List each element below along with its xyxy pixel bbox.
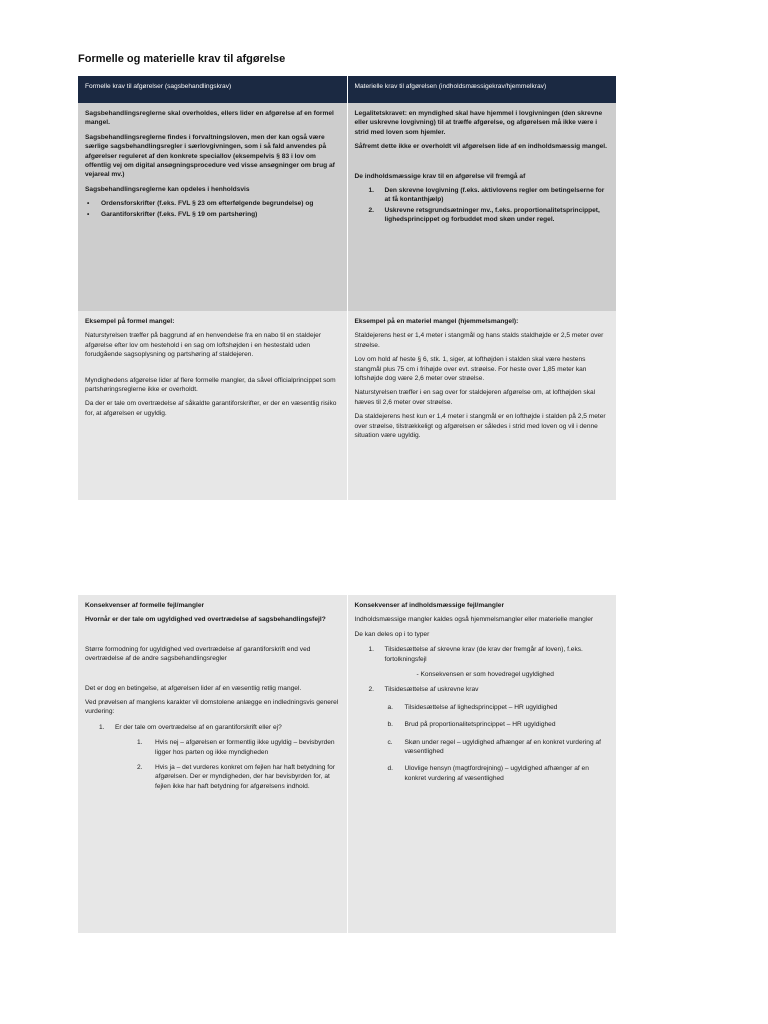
list-item-text: Hvis ja – det vurderes konkret om fejlen har haft betydning for afgørelsen. Der er myndigheden, der har bevisbyrden for, at fejlen ikke har haft betydning for afgørelsens indhold. <box>155 764 335 790</box>
paragraph: Staldejerens hest er 1,4 meter i stangmål og hans stalds staldhøjde er 2,5 meter over strøelse. <box>354 332 604 349</box>
list-marker: 1. <box>137 739 143 747</box>
material-consequences-cell <box>347 595 616 933</box>
list-item-text: Tilsidesættelse af skrevne krav (de krav der fremgår af loven), f.eks. fortolkningsfejl <box>384 646 583 663</box>
list-marker: b. <box>387 721 393 729</box>
list-item-text: Uskrevne retsgrundsætninger mv., f.eks. proportionalitetsprincippet, lighedsprincippet og forbuddet mod skøn under regel. <box>384 206 600 224</box>
list-item-text: Tilsidesættelse af uskrevne krav <box>384 686 479 694</box>
material-defect-example-cell <box>347 311 616 500</box>
sub-list-item <box>355 738 610 757</box>
header-formal-requirements: Formelle krav til afgørelser (sagsbehandlingskrav) <box>78 76 347 103</box>
list-item <box>355 685 610 694</box>
paragraph: Naturstyrelsen træffer i en sag over for staldejeren afgørelse om, at lofthøjden skal hæves til 2,6 meter over strøelse. <box>354 389 596 406</box>
list-marker: 1. <box>368 646 374 654</box>
sub-list-item <box>85 738 340 757</box>
list-item-text: Ulovlige hensyn (magtfordrejning) – ugyldighed afhænger af en konkret vurdering af væsentlighed <box>404 765 589 782</box>
paragraph: Da der er tale om overtrædelse af såkaldte garantiforskrifter, er der en væsentlig risiko for, at afgørelsen er ugyldig. <box>85 400 337 417</box>
list-marker: 2. <box>368 206 374 214</box>
list-item <box>355 645 610 664</box>
list-marker: 1. <box>99 723 105 731</box>
section-heading: Konsekvenser af indholdsmæssige fejl/mangler <box>354 602 505 609</box>
paragraph: Såfremt dette ikke er overholdt vil afgørelsen lide af en indholdsmæssig mangel. <box>354 143 607 151</box>
paragraph: Sagsbehandlingsreglerne findes i forvaltningsloven, men der kan også være særlige sagsbehandlingsregler i særlovgivningen, som i så fald anvendes på afgørelser reguleret af den konkrete speciallov (eksempelvis § 83 i lov om offentlig vej om digital ansøgningsprocedure ved visse ansøgninger om brug af vejareal mv.) <box>85 133 335 179</box>
section-heading: Konsekvenser af formelle fejl/mangler <box>85 602 205 609</box>
list-marker: 2. <box>368 686 374 694</box>
paragraph: Legalitetskravet: en myndighed skal have hjemmel i lovgivningen (den skrevne eller uskrevne lovgivning) til at træffe afgørelse, og afgørelsen må ikke være i strid med loven som hjemler. <box>354 110 603 136</box>
list-item-text: Hvis nej – afgørelsen er formentlig ikke ugyldig – bevisbyrden ligger hos parten og ikke myndigheden <box>155 739 335 756</box>
paragraph: Lov om hold af heste § 6, stk. 1, siger, at lofthøjden i stalden skal være hestens stangmål plus 75 cm i frihøjde over evt. strøelse. For heste over 1,85 meter kan loftshøjde dog være 2,6 meter over strøelse. <box>354 356 587 383</box>
sub-list-item <box>355 703 610 712</box>
paragraph: Sagsbehandlingsreglerne kan opdeles i henholdsvis <box>85 185 250 193</box>
paragraph: Myndighedens afgørelse lider af flere formelle mangler, da såvel officialprincippet som partshøringsreglerne ikke er overholdt. <box>85 376 336 394</box>
sub-list-item <box>355 764 610 783</box>
question-text: Hvornår er der tale om ugyldighed ved overtrædelse af sagsbehandlingsfejl? <box>85 616 326 624</box>
list-item <box>355 186 610 205</box>
list-note: - Konsekvensen er som hovedregel ugyldighed <box>416 671 554 679</box>
section-heading: Eksempel på en materiel mangel (hjemmelsmangel): <box>354 318 519 325</box>
bullet-list <box>85 199 340 219</box>
list-marker: a. <box>387 703 393 711</box>
material-requirements-cell <box>347 103 616 311</box>
paragraph: Indholdsmæssige mangler kaldes også hjemmelsmangler eller materielle mangler <box>354 616 594 624</box>
section-heading: Eksempel på formel mangel: <box>85 318 175 325</box>
sub-list-item <box>85 763 340 791</box>
list-item-text: Skøn under regel – ugyldighed afhænger af en konkret vurdering af væsentlighed <box>404 738 601 756</box>
list-marker: 1. <box>368 187 374 195</box>
list-item: • Garantiforskrifter (f.eks. FVL § 19 om partshøring) <box>85 210 340 219</box>
list-item-text: Er der tale om overtrædelse af en garantiforskrift eller ej? <box>115 723 282 731</box>
formal-requirements-cell <box>78 103 347 311</box>
list-marker: c. <box>387 738 393 746</box>
header-material-requirements: Materielle krav til afgørelsen (indholdsmæssigekrav/hjemmelkrav) <box>347 76 616 103</box>
list-marker: 2. <box>137 764 143 772</box>
list-item-text: Brud på proportionalitetsprincippet – HR ugyldighed <box>404 721 556 729</box>
sub-list-item <box>355 720 610 729</box>
formal-defect-example-cell <box>78 311 347 500</box>
list-item <box>85 723 340 732</box>
paragraph: De kan deles op i to typer <box>354 630 430 638</box>
paragraph: Da staldejerens hest kun er 1,4 meter i stangmål er en lofthøjde i stalden på 2,5 meter over strøelse, tilstrækkeligt og afgørelsen er således i strid med loven og vil i denne situation være ugyldig. <box>354 413 606 440</box>
formal-consequences-cell <box>78 595 347 933</box>
numbered-list <box>355 186 610 225</box>
list-marker: d. <box>387 765 393 773</box>
paragraph: Større formodning for ugyldighed ved overtrædelse af garantiforskrift end ved overtrædelse af de andre sagsbehandlingsregler <box>85 645 311 663</box>
consequences-table <box>78 595 616 933</box>
list-item <box>355 206 610 225</box>
list-item-text: Den skrevne lovgivning (f.eks. aktivlovens regler om betingelserne for at få kontanthjælp) <box>384 187 605 204</box>
list-item: • Ordensforskrifter (f.eks. FVL § 23 om efterfølgende begrundelse) og <box>85 199 340 208</box>
paragraph: Sagsbehandlingsreglerne skal overholdes, ellers lider en afgørelse af en formel mangel. <box>85 110 334 127</box>
requirements-table <box>78 76 616 500</box>
paragraph: Det er dog en betingelse, at afgørelsen lider af en væsentlig retlig mangel. <box>85 684 302 692</box>
paragraph: Ved prøvelsen af manglens karakter vil domstolene anlægge en indledningsvis generel vurdering: <box>85 699 339 716</box>
page-title: Formelle og materielle krav til afgørelse <box>78 53 286 65</box>
paragraph: De indholdsmæssige krav til en afgørelse vil fremgå af <box>354 172 526 180</box>
list-item-text: Tilsidesættelse af lighedsprincippet – HR ugyldighed <box>404 703 558 711</box>
paragraph: Naturstyrelsen træffer på baggrund af en henvendelse fra en nabo til en staldejer afgørelse efter lov om hestehold i en sag om loftshøjden i en hestestald uden forudgående sagsoplysning og partshøring af staldejeren. <box>85 332 321 359</box>
